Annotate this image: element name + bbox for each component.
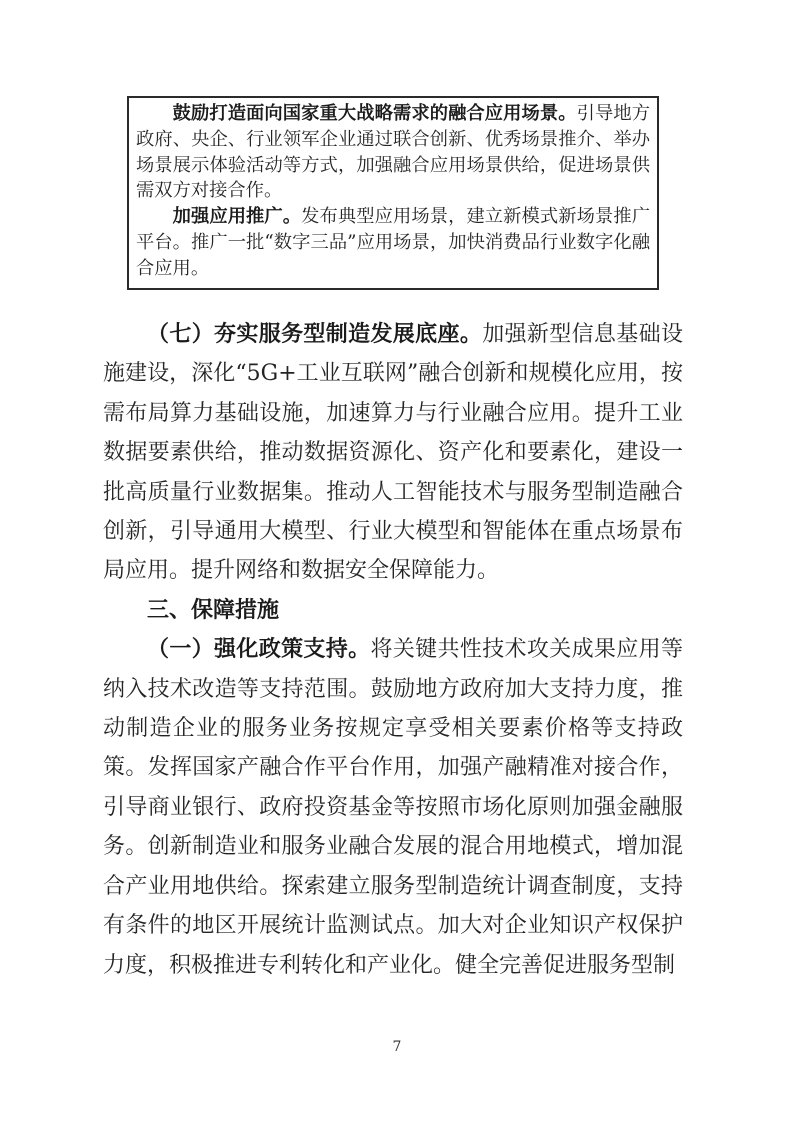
body-paragraph-lead: （七）夯实服务型制造发展底座。 (147, 321, 483, 347)
body-paragraph-one (103, 630, 683, 985)
box-paragraph-lead: 鼓励打造面向国家重大战略需求的融合应用场景。 (172, 103, 577, 124)
box-paragraph-application-promotion (136, 204, 650, 281)
highlight-box (127, 96, 659, 290)
body-paragraph-text: 加强新型信息基础设施建设，深化“5G+工业互联网”融合创新和规模化应用，按需布局算力基础设施，加速算力与行业融合应用。提升工业数据要素供给，推动数据资源化、资产化和要素化，建设一批高质量行业数据集。推动人工智能技术与服务型制造融合创新，引导通用大模型、行业大模型和智能体在重点场景布局应用。提升网络和数据安全保障能力。 (103, 322, 683, 584)
body-paragraph-seven (103, 315, 683, 591)
box-paragraph-text: 引导地方政府、央企、行业领军企业通过联合创新、优秀场景推介、举办场景展示体验活动等方式，加强融合应用场景供给，促进场景供需双方对接合作。 (136, 103, 651, 202)
box-paragraph-lead: 加强应用推广。 (172, 206, 302, 228)
box-paragraph-scene-building (136, 101, 650, 204)
section-heading-safeguard-measures: 三、保障措施 (147, 597, 280, 623)
document-body (103, 315, 683, 985)
box-paragraph-text: 发布典型应用场景，建立新模式新场景推广平台。推广一批“数字三品”应用场景，加快消费品行业数字化融合应用。 (136, 206, 651, 279)
page-footer (0, 1036, 794, 1055)
body-paragraph-lead: （一）强化政策支持。 (147, 636, 371, 663)
page-number: 7 (392, 1039, 402, 1055)
body-paragraph-text: 将关键共性技术攻关成果应用等纳入技术改造等支持范围。鼓励地方政府加大支持力度，推动制造企业的服务业务按规定享受相关要素价格等支持政策。发挥国家产融合作平台作用，加强产融精准对接合作，引导商业银行、政府投资基金等按照市场化原则加强金融服务。创新制造业和服务业融合发展的混合用地模式，增加混合产业用地供给。探索建立服务型制造统计调查制度，支持有条件的地区开展统计监测试点。加大对企业知识产权保护力度，积极推进专利转化和产业化。健全完善促进服务型制 (103, 637, 683, 978)
